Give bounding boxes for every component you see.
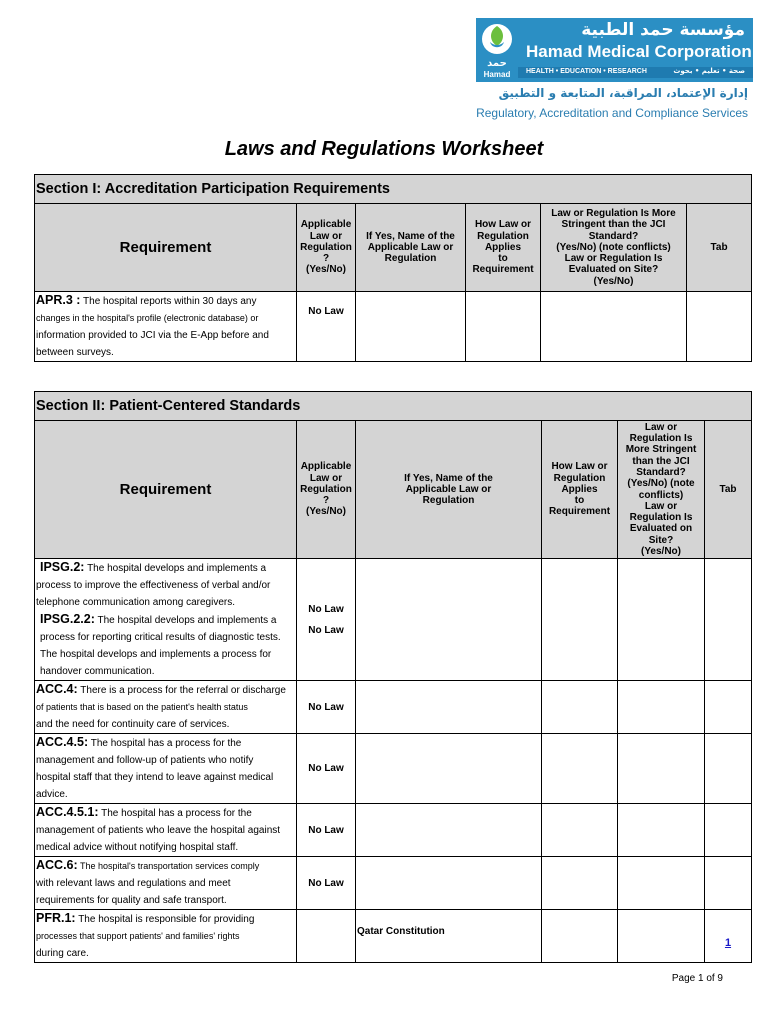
header-line: Regulation (553, 472, 606, 484)
header-line: Law or Regulation Is (564, 253, 663, 265)
requirement-text: changes in the hospital's profile (electronic database) or (36, 313, 259, 323)
stringent-cell (618, 910, 705, 963)
page-number: Page 1 of 9 (671, 973, 723, 984)
header-line: Stringent than the JCI (561, 219, 666, 231)
header-line: (Yes/No) (note (627, 478, 695, 490)
header-line: (Yes/No) (305, 264, 346, 276)
section2-heading: Section II: Patient-Centered Standards (35, 392, 752, 421)
tab-cell (687, 292, 752, 362)
requirement-text: The hospital develops and implements a (84, 563, 267, 574)
requirement-text: The hospital is responsible for providing (75, 914, 255, 925)
requirement-text: The hospital develops and implements a (94, 615, 277, 626)
org-name-arabic: مؤسسة حمد الطبية (581, 20, 745, 40)
requirement-text: telephone communication among caregivers. (36, 597, 235, 608)
stringent-cell (618, 857, 705, 910)
requirement-text: The hospital's transportation services comply (77, 861, 260, 871)
requirement-text: of patients that is based on the patient's health status (36, 702, 248, 712)
law-name-cell (356, 681, 542, 734)
stringent-cell (618, 559, 705, 681)
table-row (35, 804, 752, 857)
applicable-header (297, 204, 356, 292)
standard-code: IPSG.2.2: (40, 612, 95, 626)
header-line: If Yes, Name of the (366, 230, 455, 242)
tab-header: Tab (687, 204, 752, 292)
requirement-text: with relevant laws and regulations and meet (36, 878, 231, 889)
table-row (35, 292, 752, 362)
header-line: Requirement (548, 506, 611, 518)
table-row (35, 910, 752, 963)
applicable-law-cell: No Law (297, 292, 356, 362)
header-line: Evaluated on Site? (568, 264, 659, 276)
department-name-arabic: إدارة الإعتماد، المراقبة، المتابعة و التطبيق (498, 86, 748, 100)
law-name-header (356, 421, 542, 559)
header-line: Law or (644, 500, 678, 512)
header-line: (Yes/No) (640, 545, 681, 557)
law-status: No Law (308, 624, 344, 636)
requirement-text: during care. (36, 948, 89, 959)
tagline-strip (518, 67, 753, 78)
header-line: Applicable (300, 219, 352, 231)
applicable-header (297, 421, 356, 559)
how-applies-cell (542, 804, 618, 857)
header-line: Regulation (384, 253, 437, 265)
table-row (35, 559, 752, 681)
law-name-cell (356, 804, 542, 857)
how-applies-cell (542, 910, 618, 963)
requirement-text: management of patients who leave the hospital against (36, 825, 281, 836)
how-applies-cell (466, 292, 541, 362)
applicable-law-cell: No Law (297, 857, 356, 910)
section1-column-headers (35, 204, 752, 292)
requirement-text: process to improve the effectiveness of verbal and/or (36, 580, 271, 591)
header-line: (Yes/No) (305, 506, 346, 518)
tab-cell (705, 857, 752, 910)
law-name-header (356, 204, 466, 292)
requirement-text: requirements for quality and safe transport. (36, 895, 227, 906)
header-line: Law or (309, 472, 343, 484)
header-line: ? (322, 253, 330, 265)
applicable-law-cell: No Law (297, 804, 356, 857)
law-name-cell: Qatar Constitution (356, 910, 542, 963)
requirement-cell (35, 559, 297, 681)
header-line: How Law or (551, 461, 608, 473)
requirement-text: processes that support patients' and families' rights (36, 931, 240, 941)
tab-cell (705, 804, 752, 857)
header-line: Applies (561, 483, 598, 495)
requirement-text: process for reporting critical results of diagnostic tests. (40, 632, 281, 643)
stringent-header (541, 204, 687, 292)
leaf-icon (480, 22, 514, 56)
header-line: Applicable Law or (405, 483, 492, 495)
requirement-text: management and follow-up of patients who notify (36, 755, 254, 766)
org-name-english: Hamad Medical Corporation (526, 42, 752, 61)
how-applies-header (542, 421, 618, 559)
header-line: Regulation (422, 495, 475, 507)
requirement-header: Requirement (35, 204, 297, 292)
header-line: How Law or (474, 219, 532, 231)
law-name-cell (356, 857, 542, 910)
requirement-cell (35, 292, 297, 362)
header-line: Regulation Is (629, 433, 693, 445)
tab-header: Tab (705, 421, 752, 559)
applicable-law-cell (297, 910, 356, 963)
stringent-cell (618, 734, 705, 804)
applicable-law-cell: No Law (297, 681, 356, 734)
how-applies-header (466, 204, 541, 292)
tab-cell (705, 734, 752, 804)
requirement-text: and the need for continuity care of services. (36, 719, 230, 730)
requirement-cell (35, 681, 297, 734)
stringent-header (618, 421, 705, 559)
logo-arabic-mark: حمد (487, 58, 507, 69)
how-applies-cell (542, 559, 618, 681)
requirement-cell (35, 734, 297, 804)
requirement-text: The hospital develops and implements a process for (40, 649, 272, 660)
stringent-cell (618, 804, 705, 857)
section2-table (34, 391, 752, 963)
header-line: Standard? (588, 230, 639, 242)
requirement-text: The hospital has a process for the (88, 738, 242, 749)
section1-heading: Section I: Accreditation Participation Requirements (35, 175, 752, 204)
header-line: More Stringent (625, 444, 697, 456)
requirement-text: There is a process for the referral or discharge (77, 685, 286, 696)
requirement-text: advice. (36, 789, 68, 800)
logo-english-mark: Hamad (483, 70, 511, 79)
header-line: Applies (484, 241, 522, 253)
header-line: Applicable Law or (367, 241, 454, 253)
department-name-english: Regulatory, Accreditation and Compliance Services (476, 106, 748, 120)
requirement-text: information provided to JCI via the E-App before and (36, 330, 269, 341)
applicable-law-cell: No Law (297, 734, 356, 804)
requirement-text: between surveys. (36, 347, 114, 358)
header-line: Law or (644, 421, 678, 433)
requirement-cell (35, 910, 297, 963)
standard-code: ACC.4: (36, 682, 78, 696)
requirement-text: handover communication. (40, 666, 155, 677)
table-row (35, 734, 752, 804)
header-line: Regulation (300, 483, 352, 495)
standard-code: ACC.4.5.1: (36, 805, 99, 819)
how-applies-cell (542, 857, 618, 910)
header-line: conflicts) (638, 489, 684, 501)
tab-cell (705, 681, 752, 734)
standard-code: APR.3 : (36, 293, 81, 307)
header-line: (Yes/No) (593, 275, 634, 287)
standard-code: ACC.4.5 (36, 735, 84, 749)
requirement-text: medical advice without notifying hospital staff. (36, 842, 239, 853)
header-line: Regulation Is (629, 512, 693, 524)
how-applies-cell (542, 734, 618, 804)
page-title: Laws and Regulations Worksheet (224, 138, 544, 160)
stringent-cell (618, 681, 705, 734)
tagline-arabic: صحة • تعليم • بحوث (673, 67, 745, 75)
tab-cell (705, 910, 752, 963)
law-name-cell (356, 734, 542, 804)
hmc-logo (476, 18, 753, 82)
section2-column-headers (35, 421, 752, 559)
law-status: No Law (308, 603, 344, 615)
requirement-cell (35, 857, 297, 910)
header-line: Regulation (477, 230, 529, 242)
tagline-english: HEALTH • EDUCATION • RESEARCH (526, 68, 647, 75)
standard-code: ACC.6: (36, 858, 78, 872)
table-row (35, 857, 752, 910)
header-line: Regulation (300, 241, 352, 253)
stringent-cell (541, 292, 687, 362)
header-line: ? (322, 495, 330, 507)
header-line: Requirement (472, 264, 534, 276)
header-line: Law or (309, 230, 343, 242)
table-row (35, 681, 752, 734)
logo-emblem (476, 18, 518, 82)
standard-code-suffix: : (83, 735, 89, 749)
requirement-header: Requirement (35, 421, 297, 559)
standard-code: IPSG.2: (40, 560, 85, 574)
tab-cell (705, 559, 752, 681)
law-name-cell (356, 292, 466, 362)
how-applies-cell (542, 681, 618, 734)
header-line: Site? (648, 534, 674, 546)
logo-band (518, 18, 753, 82)
header-line: Standard? (636, 466, 686, 478)
header-line: Applicable (300, 461, 352, 473)
requirement-text: The hospital reports within 30 days any (80, 296, 257, 307)
requirement-cell (35, 804, 297, 857)
header-line: Law or Regulation Is More (551, 207, 676, 219)
standard-code: PFR.1: (36, 911, 76, 925)
header-line: Evaluated on (629, 523, 693, 535)
section1-table (34, 174, 752, 362)
requirement-text: The hospital has a process for the (98, 808, 252, 819)
applicable-law-cell (297, 559, 356, 681)
header-line: than the JCI (632, 455, 690, 467)
header-line: If Yes, Name of the (404, 472, 493, 484)
header-line: (Yes/No) (note conflicts) (556, 241, 671, 253)
requirement-text: hospital staff that they intend to leave against medical (36, 772, 274, 783)
tab-link[interactable]: 1 (724, 937, 732, 949)
law-name-cell (356, 559, 542, 681)
header-line: to (574, 495, 585, 507)
header-line: to (498, 253, 508, 265)
